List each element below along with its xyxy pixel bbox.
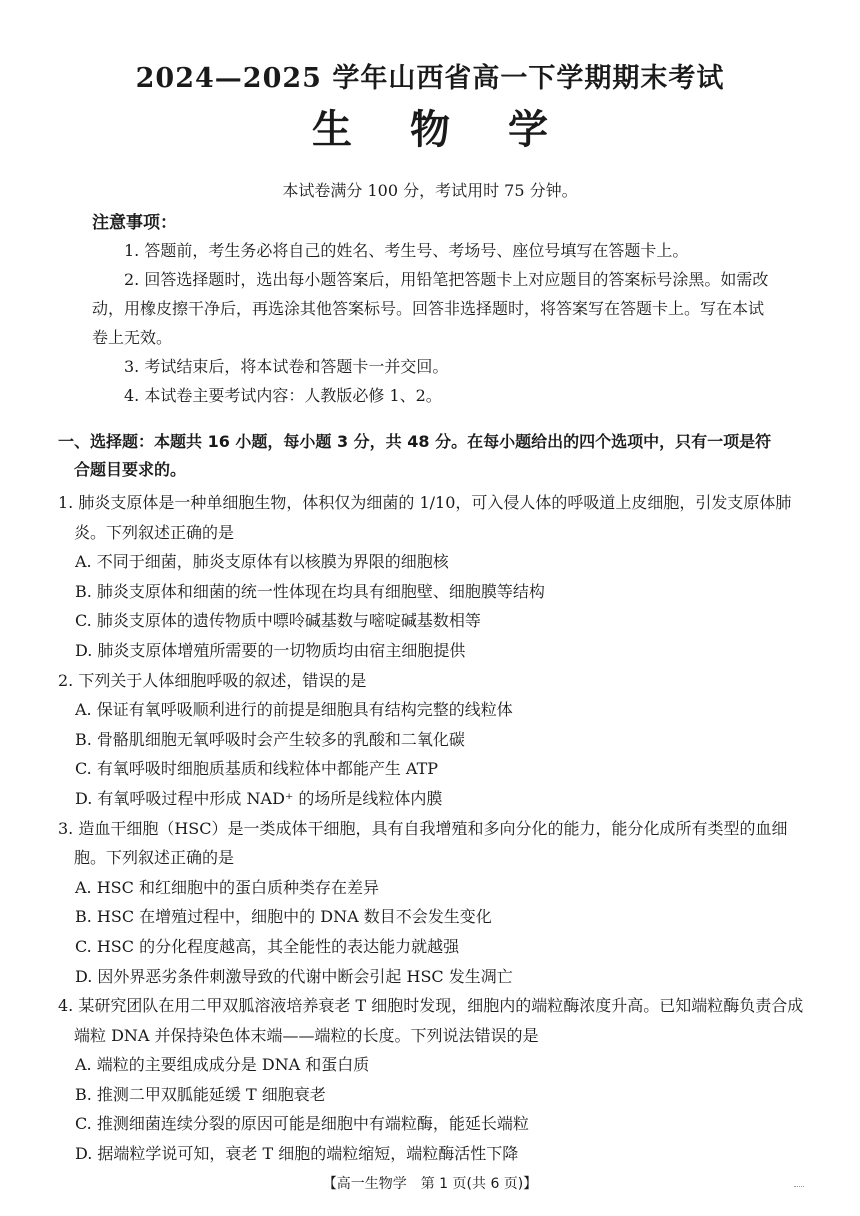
subject-title: 生物学 (312, 106, 606, 153)
option-c: C. 有氧呼吸时细胞质基质和线粒体中都能产生 ATP (75, 759, 439, 779)
question-stem: 2. 下列关于人体细胞呼吸的叙述，错误的是 (58, 670, 367, 690)
option-a: A. 不同于细菌，肺炎支原体有以核膜为界限的细胞核 (75, 552, 449, 572)
option-d: D. 有氧呼吸过程中形成 NAD⁺ 的场所是线粒体内膜 (75, 788, 443, 808)
option-d: D. 因外界恶劣条件刺激导致的代谢中断会引起 HSC 发生凋亡 (75, 966, 513, 986)
option-c: C. 推测细菌连续分裂的原因可能是细胞中有端粒酶，能延长端粒 (75, 1114, 529, 1134)
option-b: B. 肺炎支原体和细菌的统一性体现在均具有细胞壁、细胞膜等结构 (75, 581, 545, 601)
notice-item: 4. 本试卷主要考试内容：人教版必修 1、2。 (124, 386, 442, 405)
question-1 (58, 488, 810, 666)
notice-item: 2. 回答选择题时，选出每小题答案后，用铅笔把答题卡上对应题目的答案标号涂黑。如需改动，用橡皮擦干净后，再选涂其他答案标号。回答非选择题时，将答案写在答题卡上。写在本试卷上无效。 (92, 270, 769, 347)
option-a: A. 端粒的主要组成成分是 DNA 和蛋白质 (75, 1055, 370, 1075)
notice-item: 1. 答题前，考生务必将自己的姓名、考生号、考场号、座位号填写在答题卡上。 (124, 241, 689, 260)
notice-list (92, 236, 778, 410)
question-4 (58, 991, 810, 1169)
option-c: C. 肺炎支原体的遗传物质中嘌呤碱基数与嘧啶碱基数相等 (75, 611, 481, 631)
question-stem: 4. 某研究团队在用二甲双胍溶液培养衰老 T 细胞时发现，细胞内的端粒酶浓度升高。已知端粒酶负责合成端粒 DNA 并保持染色体末端——端粒的长度。下列说法错误的是 (58, 996, 804, 1045)
notice-item: 3. 考试结束后，将本试卷和答题卡一并交回。 (124, 357, 449, 376)
option-b: B. HSC 在增殖过程中，细胞中的 DNA 数目不会发生变化 (75, 907, 492, 927)
section-heading (58, 428, 810, 484)
question-stem: 3. 造血干细胞（HSC）是一类成体干细胞，具有自我增殖和多向分化的能力，能分化成所有类型的血细胞。下列叙述正确的是 (58, 818, 788, 868)
question-2 (58, 666, 810, 814)
corner-mark (794, 1186, 804, 1188)
question-list (58, 488, 810, 1169)
option-a: A. HSC 和红细胞中的蛋白质种类存在差异 (75, 877, 379, 897)
question-3 (58, 814, 810, 992)
option-d: D. 据端粒学说可知，衰老 T 细胞的端粒缩短，端粒酶活性下降 (75, 1144, 519, 1164)
option-b: B. 骨骼肌细胞无氧呼吸时会产生较多的乳酸和二氧化碳 (75, 729, 465, 749)
page-footer: 【高一生物学 第 1 页(共 6 页)】 (322, 1176, 538, 1192)
notice-heading: 注意事项： (92, 213, 177, 233)
exam-meta: 本试卷满分 100 分，考试用时 75 分钟。 (282, 181, 578, 200)
question-stem: 1. 肺炎支原体是一种单细胞生物，体积仅为细菌的 1/10，可入侵人体的呼吸道上皮细胞，引发支原体肺炎。下列叙述正确的是 (58, 493, 792, 542)
section-heading-line: 合题目要求的。 (74, 460, 187, 479)
exam-title: 2024—2025 学年山西省高一下学期期末考试 (135, 63, 725, 94)
option-a: A. 保证有氧呼吸顺利进行的前提是细胞具有结构完整的线粒体 (75, 700, 513, 720)
option-b: B. 推测二甲双胍能延缓 T 细胞衰老 (75, 1084, 326, 1104)
option-c: C. HSC 的分化程度越高，其全能性的表达能力就越强 (75, 936, 460, 956)
option-d: D. 肺炎支原体增殖所需要的一切物质均由宿主细胞提供 (75, 640, 466, 660)
section-heading-line: 一、选择题：本题共 16 小题，每小题 3 分，共 48 分。在每小题给出的四个选项中，只有一项是符 (58, 432, 772, 451)
